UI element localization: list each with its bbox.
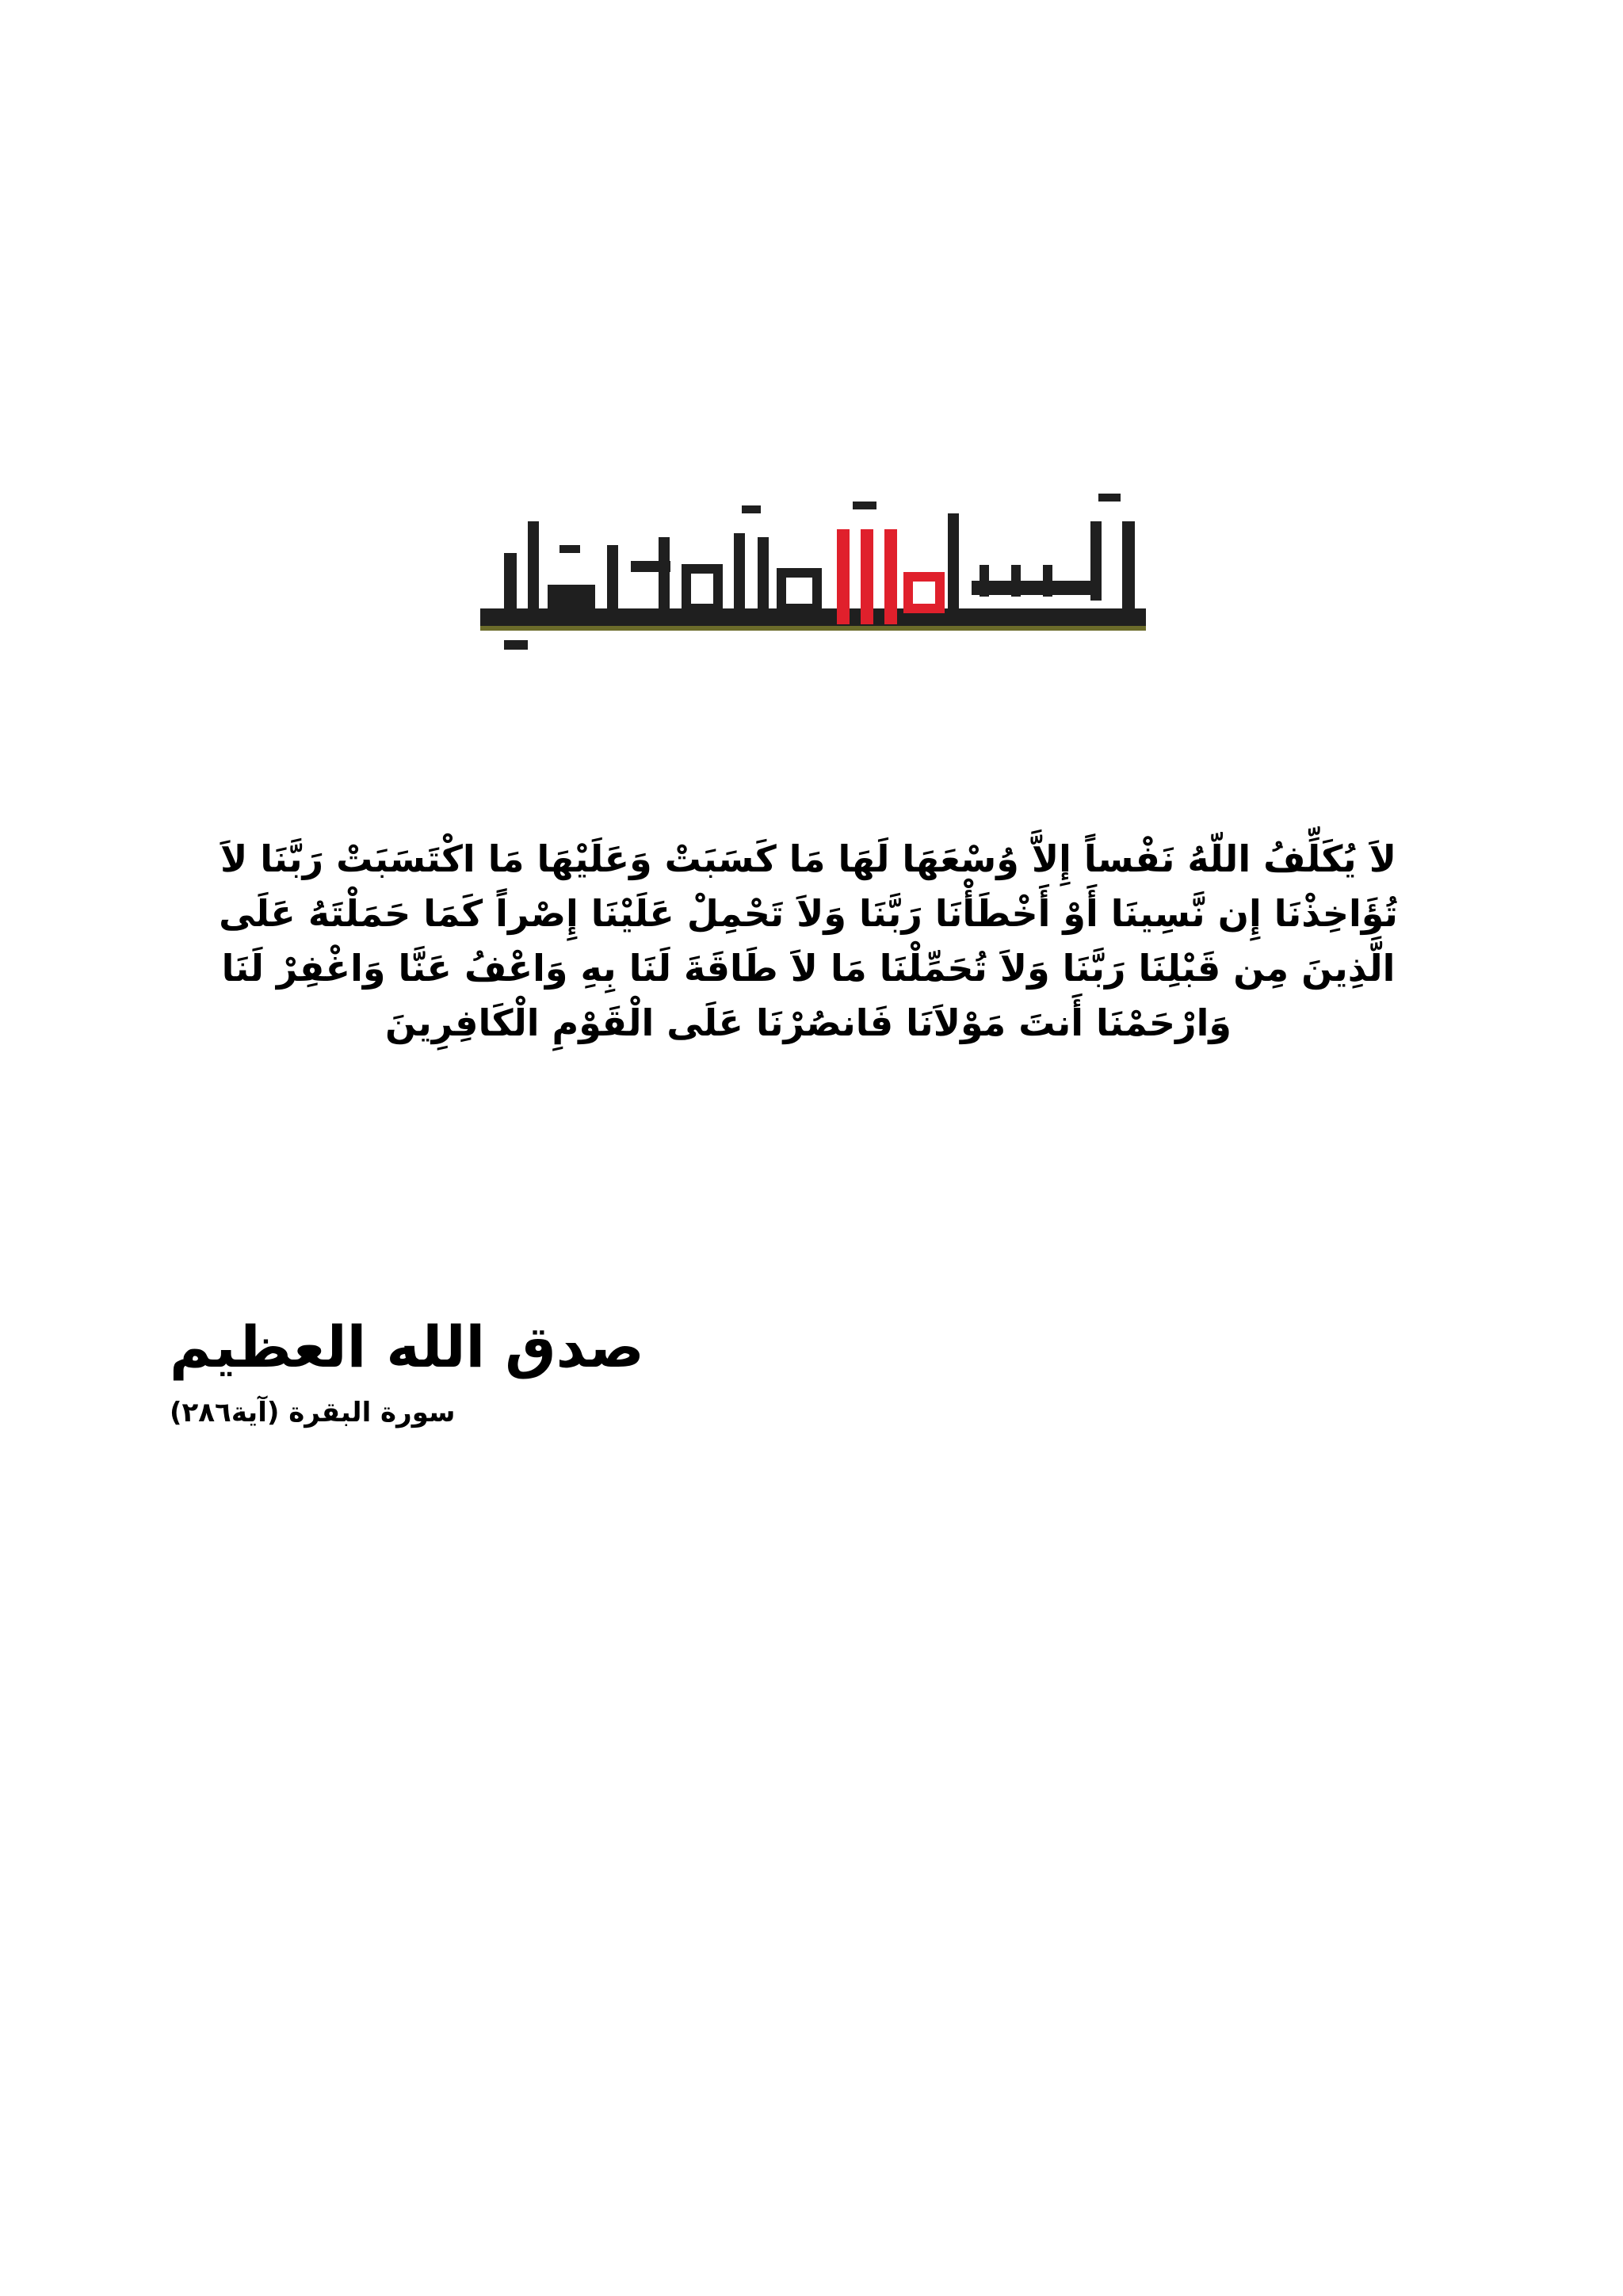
closing-phrase: صدق الله العظيم	[170, 1314, 644, 1380]
verse-line: لاَ يُكَلِّفُ اللّهُ نَفْساً إِلاَّ وُسْعَهَا لَهَا مَا كَسَبَتْ وَعَلَيْهَا مَا اكْتَسَبَتْ رَبَّنَا لاَ	[220, 837, 1396, 880]
verse-line: الَّذِينَ مِن قَبْلِنَا رَبَّنَا وَلاَ تُحَمِّلْنَا مَا لاَ طَاقَةَ لَنَا بِهِ وَاعْفُ عَنَّا وَاغْفِرْ لَنَا	[221, 947, 1396, 990]
surah-reference: سورة البقرة (آية٢٨٦)	[170, 1397, 456, 1428]
basmala-calligraphy-image	[472, 490, 1154, 672]
basmala-calligraphy	[472, 490, 1154, 672]
verse-line: وَارْحَمْنَا أَنتَ مَوْلاَنَا فَانصُرْنَا عَلَى الْقَوْمِ الْكَافِرِينَ	[385, 1001, 1232, 1044]
verse-block	[151, 832, 1466, 1051]
verse-line: تُؤَاخِذْنَا إِن نَّسِينَا أَوْ أَخْطَأْنَا رَبَّنَا وَلاَ تَحْمِلْ عَلَيْنَا إِصْراً كَمَا حَمَلْتَهُ عَلَى	[219, 892, 1398, 935]
